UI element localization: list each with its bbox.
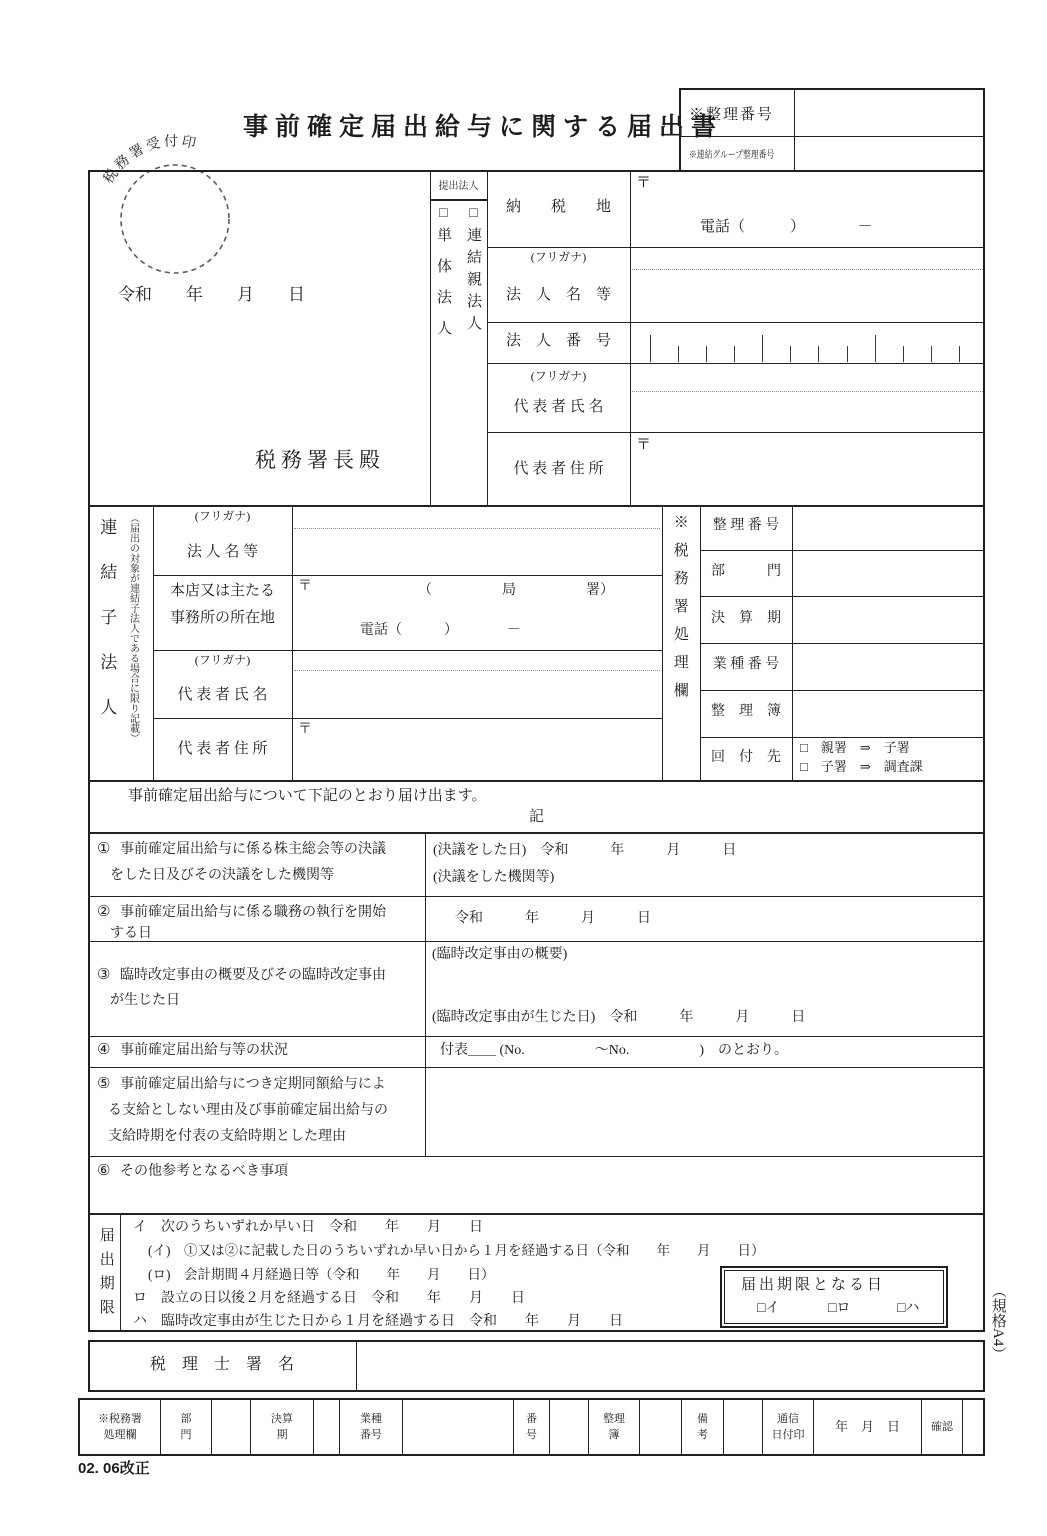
office-use-fiscal-field[interactable] bbox=[793, 597, 983, 642]
item5-value-field[interactable] bbox=[427, 1068, 983, 1155]
paper-size-note: （規格A4） bbox=[989, 1283, 1006, 1362]
item3-value-date[interactable]: (臨時改定事由が生じた日) 令和 年 月 日 bbox=[432, 1010, 806, 1025]
postal-mark: 〒 bbox=[636, 437, 652, 453]
postal-mark: 〒 bbox=[298, 722, 312, 737]
strip-dept-field[interactable] bbox=[212, 1400, 251, 1454]
tax-accountant-signature-field[interactable] bbox=[358, 1342, 983, 1390]
sub-furigana-label: (フリガナ) bbox=[194, 509, 251, 523]
furigana-label: (フリガナ) bbox=[530, 250, 587, 264]
office-use-row-label: 整 理 簿 bbox=[711, 704, 781, 719]
item5-label-2: る支給としない理由及び事前確定届出給与の bbox=[108, 1103, 388, 1118]
item5-number: ⑤ bbox=[97, 1076, 111, 1092]
strip-industry-field[interactable] bbox=[403, 1400, 514, 1454]
serial-number-box bbox=[679, 88, 985, 172]
rep-addr-label: 代 表 者 住 所 bbox=[513, 461, 604, 477]
sub-rep-name-field[interactable] bbox=[294, 652, 660, 716]
rep-addr-field[interactable] bbox=[632, 434, 982, 503]
tax-office-addressee: 税務署長殿 bbox=[255, 448, 385, 472]
strip-fiscal-field[interactable] bbox=[314, 1400, 340, 1454]
deadline-box-title: 届出期限となる日 bbox=[741, 1277, 886, 1293]
deadline-line-ha[interactable]: ハ 臨時改定事由が生じた日から１月を経過する日 令和 年 月 日 bbox=[133, 1314, 623, 1329]
strip-number-label: 番 号 bbox=[514, 1400, 550, 1454]
revision-note: 02. 06改正 bbox=[78, 1460, 150, 1477]
office-use-serial-field[interactable] bbox=[793, 506, 983, 549]
office-use-industry-field[interactable] bbox=[793, 644, 983, 689]
strip-register-field[interactable] bbox=[640, 1400, 682, 1454]
serial-number-field[interactable] bbox=[795, 90, 983, 136]
strip-postmark-label: 通信 日付印 bbox=[763, 1400, 814, 1454]
strip-fiscal-label: 決算 期 bbox=[251, 1400, 314, 1454]
single-entity-checkbox[interactable]: □ bbox=[439, 206, 448, 221]
item4-value-appendix[interactable]: 付表＿＿ (No. ～No. ) のとおり。 bbox=[440, 1043, 789, 1058]
consolidated-parent-checkbox[interactable]: □ bbox=[469, 206, 478, 221]
strip-number-field[interactable] bbox=[550, 1400, 589, 1454]
item6-label-1: その他参考となるべき事項 bbox=[120, 1164, 288, 1179]
deadline-option-ro[interactable]: □ロ bbox=[828, 1301, 851, 1316]
item2-label-2: する日 bbox=[110, 926, 152, 941]
item2-number: ② bbox=[97, 904, 111, 920]
postal-mark: 〒 bbox=[298, 579, 312, 594]
sub-rep-name-label: 代 表 者 氏 名 bbox=[177, 687, 268, 703]
item5-label-3: 支給時期を付表の支給時期とした理由 bbox=[108, 1129, 346, 1144]
sub-bureau-line[interactable]: （ 局 署） bbox=[418, 583, 614, 598]
item1-label-1: 事前確定届出給与に係る株主総会等の決議 bbox=[120, 842, 386, 857]
sub-rep-addr-label: 代 表 者 住 所 bbox=[177, 741, 268, 757]
routing-option-parent[interactable]: □ 親署 ⇒ 子署 bbox=[800, 740, 910, 755]
group-serial-field[interactable] bbox=[795, 137, 983, 170]
form-title: 事前確定届出給与に関する届出書 bbox=[243, 113, 724, 141]
deadline-line-i-sub2[interactable]: (ロ) 会計期間４月経過日等（令和 年 月 日） bbox=[148, 1267, 495, 1282]
subsidiary-side-label: 連結子法人 bbox=[97, 518, 117, 743]
item3-number: ③ bbox=[97, 967, 111, 983]
item1-value-date[interactable]: (決議をした日) 令和 年 月 日 bbox=[433, 843, 737, 858]
strip-confirm-field[interactable] bbox=[963, 1400, 983, 1454]
rep-furigana-label: (フリガナ) bbox=[530, 369, 587, 383]
deadline-line-i-sub1[interactable]: (イ) ①又は②に記載した日のうちいずれか早い日から１月を経過する日（令和 年 月 日） bbox=[148, 1243, 765, 1258]
group-serial-label: ※連結グループ整理番号 bbox=[681, 137, 795, 170]
tax-accountant-label: 税 理 士 署 名 bbox=[149, 1356, 294, 1373]
strip-date-label[interactable]: 年 月 日 bbox=[814, 1400, 922, 1454]
tax-place-label: 納 税 地 bbox=[505, 199, 611, 215]
office-use-side-label: ※税務署処理欄 bbox=[671, 514, 688, 710]
corp-name-field[interactable] bbox=[632, 248, 982, 321]
item2-value-date[interactable]: 令和 年 月 日 bbox=[455, 911, 651, 926]
routing-option-child[interactable]: □ 子署 ⇒ 調査課 bbox=[800, 759, 923, 774]
item3-label-1: 臨時改定事由の概要及びその臨時改定事由 bbox=[120, 968, 386, 983]
strip-dept-label: 部 門 bbox=[161, 1400, 212, 1454]
corp-name-label: 法 人 名 等 bbox=[505, 287, 611, 303]
item1-number: ① bbox=[97, 841, 111, 857]
consolidated-parent-label: 連結親法人 bbox=[465, 227, 481, 337]
strip-industry-label: 業種 番号 bbox=[340, 1400, 403, 1454]
deadline-line-ro[interactable]: ロ 設立の日以後２月を経過する日 令和 年 月 日 bbox=[133, 1291, 525, 1306]
sub-corp-name-label: 法 人 名 等 bbox=[186, 544, 259, 560]
corp-number-label: 法 人 番 号 bbox=[505, 333, 611, 349]
item1-value-organ[interactable]: (決議をした機関等) bbox=[433, 870, 555, 885]
item4-number: ④ bbox=[97, 1042, 111, 1058]
sub-office-label-2: 事務所の所在地 bbox=[169, 610, 275, 626]
phone-line[interactable]: 電話（ ） － bbox=[700, 219, 873, 235]
office-use-row-label: 整 理 番 号 bbox=[712, 518, 780, 533]
item5-label-1: 事前確定届出給与につき定期同額給与によ bbox=[120, 1077, 386, 1092]
deadline-choice-box bbox=[720, 1266, 948, 1328]
item3-value-summary[interactable]: (臨時改定事由の概要) bbox=[432, 947, 568, 962]
item2-label-1: 事前確定届出給与に係る職務の執行を開始 bbox=[120, 905, 386, 920]
single-entity-label: 単体法人 bbox=[435, 227, 451, 351]
sub-office-label-1: 本店又は主たる bbox=[169, 583, 275, 599]
svg-text:税務署受付印: 税務署受付印 bbox=[101, 134, 201, 187]
postal-mark: 〒 bbox=[636, 175, 652, 191]
sub-corp-name-field[interactable] bbox=[294, 507, 660, 573]
deadline-option-ha[interactable]: □ハ bbox=[897, 1301, 920, 1316]
office-use-dept-field[interactable] bbox=[793, 551, 983, 595]
office-use-row-label: 回 付 先 bbox=[711, 750, 781, 765]
office-use-row-label: 決 算 期 bbox=[711, 611, 781, 626]
strip-confirm-label: 確認 bbox=[922, 1400, 963, 1454]
item6-number: ⑥ bbox=[97, 1163, 111, 1179]
item3-label-2: が生じた日 bbox=[110, 993, 180, 1008]
office-use-row-label: 部 門 bbox=[711, 564, 781, 579]
sub-rep-addr-field[interactable] bbox=[294, 720, 660, 778]
statement-line: 事前確定届出給与について下記のとおり届け出ます。 bbox=[128, 788, 487, 804]
strip-remarks-field[interactable] bbox=[724, 1400, 763, 1454]
deadline-side-label: 届出期限 bbox=[97, 1227, 114, 1323]
office-use-row-label: 業 種 番 号 bbox=[712, 657, 780, 672]
deadline-line-i[interactable]: イ 次のうちいずれか早い日 令和 年 月 日 bbox=[133, 1220, 483, 1235]
serial-number-label: ※整理番号 bbox=[681, 90, 795, 136]
subsidiary-side-note: （届出の対象が連結子法人である場合に限り記載） bbox=[127, 513, 139, 743]
deadline-option-i[interactable]: □イ bbox=[757, 1301, 780, 1316]
item1-label-2: をした日及びその決議をした機関等 bbox=[110, 868, 334, 883]
corp-number-digit-ticks[interactable] bbox=[642, 331, 968, 362]
strip-register-label: 整理 簿 bbox=[589, 1400, 640, 1454]
sub-phone-line[interactable]: 電話（ ） － bbox=[360, 623, 521, 638]
strip-remarks-label: 備 考 bbox=[682, 1400, 724, 1454]
rep-name-label: 代 表 者 氏 名 bbox=[513, 399, 604, 415]
submission-date-line[interactable]: 令和 年 月 日 bbox=[118, 285, 305, 304]
office-use-register-field[interactable] bbox=[793, 691, 983, 736]
submitter-type-column bbox=[430, 170, 487, 505]
item4-label-1: 事前確定届出給与等の状況 bbox=[120, 1043, 288, 1058]
sub-rep-furigana-label: (フリガナ) bbox=[194, 653, 251, 667]
item6-value-field[interactable] bbox=[90, 1180, 983, 1212]
submitter-type-header: 提出法人 bbox=[430, 170, 487, 200]
rep-name-field[interactable] bbox=[632, 365, 982, 430]
record-mark: 記 bbox=[528, 809, 544, 825]
strip-office-use-label: ※税務署 処理欄 bbox=[80, 1400, 161, 1454]
bottom-office-use-strip bbox=[78, 1398, 985, 1456]
